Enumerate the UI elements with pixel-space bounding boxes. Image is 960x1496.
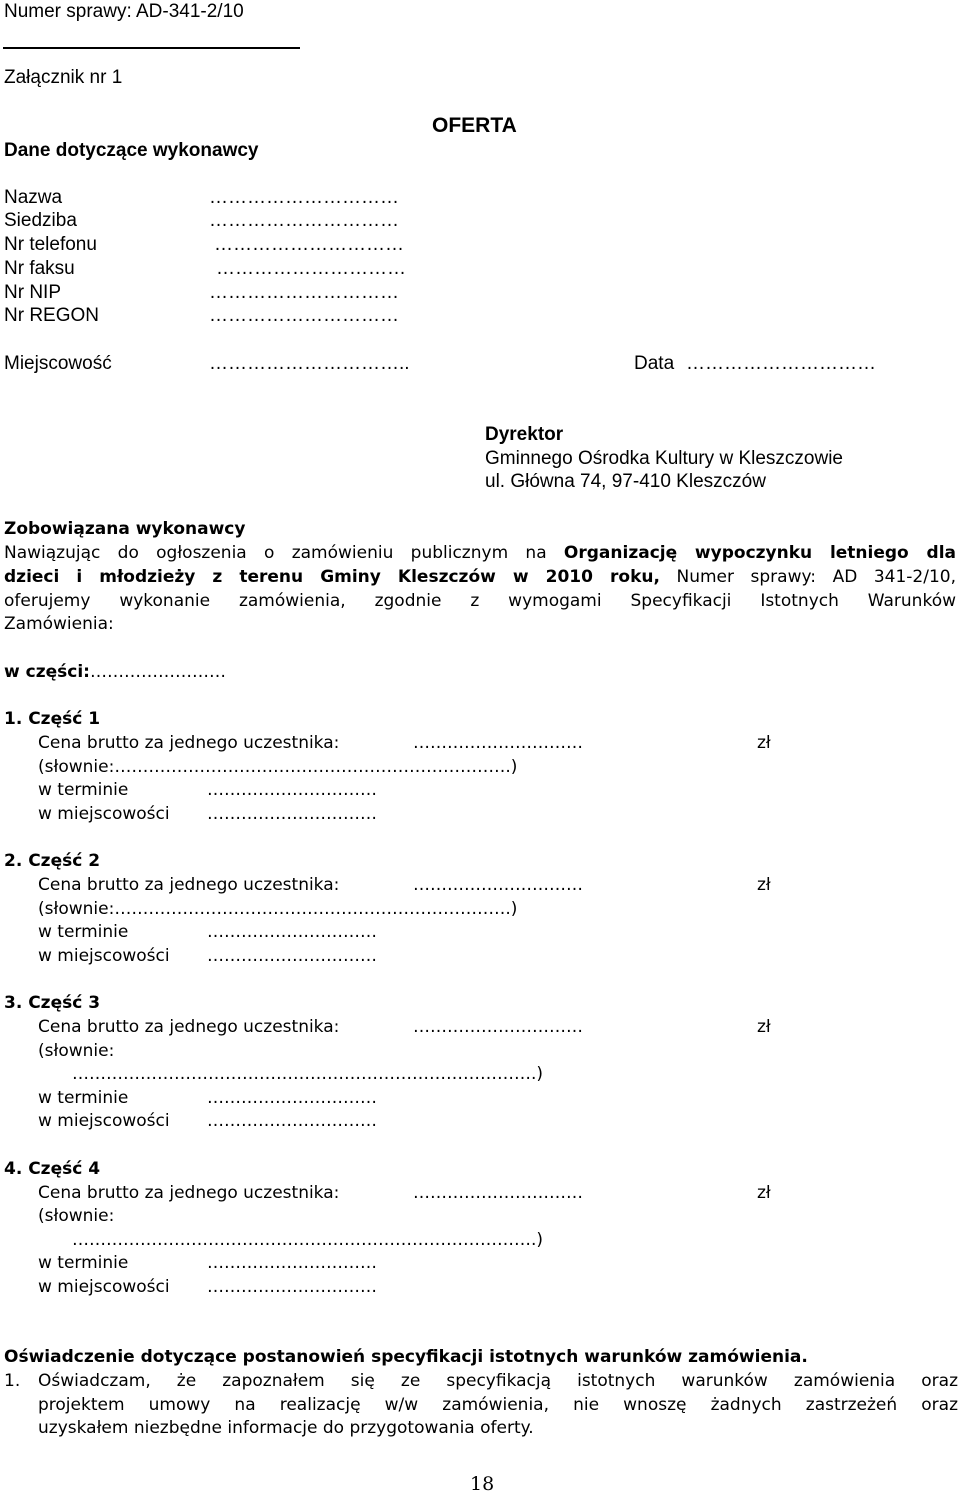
recipient-address: ul. Główna 74, 97-410 Kleszczów — [485, 471, 766, 492]
part-1-place-value: ………………………… — [207, 804, 377, 824]
field-value-nip: ………………………… — [209, 282, 399, 303]
field-value-name: ………………………… — [209, 187, 399, 208]
recipient-title: Dyrektor — [485, 424, 564, 445]
part-4-place-label: w miejscowości — [38, 1277, 170, 1297]
obligation-heading: Zobowiązana wykonawcy — [4, 519, 246, 539]
part-3-words-value: ……………………………………………………………………….) — [72, 1064, 544, 1084]
part-2-words-row: (słownie:…………………………………………………………….) — [38, 899, 518, 919]
field-value-seat: ………………………… — [209, 210, 399, 231]
part-1-price-value: ………………………… — [413, 733, 583, 753]
field-value-phone: ………………………… — [214, 234, 404, 255]
field-value-fax: ………………………… — [216, 258, 406, 279]
header-divider — [3, 47, 300, 49]
part-4-words-value: ……………………………………………………………………….) — [72, 1230, 544, 1250]
place-label: Miejscowość — [4, 353, 112, 374]
obligation-line-2: dzieci i młodzieży z terenu Gminy Kleszczów w 2010 roku, Numer sprawy: AD 341-2/10, — [4, 567, 956, 587]
part-3-currency: zł — [757, 1017, 771, 1037]
obligation-line-1: Nawiązując do ogłoszenia o zamówieniu publicznym na Organizację wypoczynku letniego dla — [4, 543, 957, 563]
part-1-words-row: (słownie:…………………………………………………………….) — [38, 757, 518, 777]
part-1-price-label: Cena brutto za jednego uczestnika: — [38, 733, 340, 753]
part-3-term-value: ………………………… — [207, 1088, 377, 1108]
part-1-term-label: w terminie — [38, 780, 129, 800]
attachment-label: Załącznik nr 1 — [4, 67, 123, 88]
part-4-place-value: ………………………… — [207, 1277, 377, 1297]
part-3-price-label: Cena brutto za jednego uczestnika: — [38, 1017, 340, 1037]
obligation-line-4: Zamówienia: — [4, 614, 114, 634]
case-number: Numer sprawy: AD-341-2/10 — [4, 1, 244, 22]
recipient-institution: Gminnego Ośrodka Kultury w Kleszczowie — [485, 448, 843, 469]
date-label: Data — [634, 353, 675, 374]
declaration-heading: Oświadczenie dotyczące postanowień specyfikacji istotnych warunków zamówienia. — [4, 1347, 808, 1367]
part-2-price-value: ………………………… — [413, 875, 583, 895]
page-number: 18 — [470, 1473, 495, 1495]
part-4-term-value: ………………………… — [207, 1253, 377, 1273]
part-4-heading: 4. Część 4 — [4, 1159, 101, 1179]
field-label-fax: Nr faksu — [4, 258, 75, 279]
field-label-nip: Nr NIP — [4, 282, 61, 303]
part-2-place-value: ………………………… — [207, 946, 377, 966]
in-part-row: w części:…………………… — [4, 662, 226, 682]
declaration-line-2: projektem umowy na realizację w/w zamówienia, nie wnoszę żadnych zastrzeżeń oraz — [38, 1395, 958, 1415]
declaration-line-1: Oświadczam, że zapoznałem się ze specyfikacją istotnych warunków zamówienia oraz — [38, 1371, 958, 1391]
part-2-term-value: ………………………… — [207, 922, 377, 942]
field-label-phone: Nr telefonu — [4, 234, 97, 255]
part-3-price-value: ………………………… — [413, 1017, 583, 1037]
part-4-term-label: w terminie — [38, 1253, 129, 1273]
part-1-heading: 1. Część 1 — [4, 709, 101, 729]
place-value: ………………………….. — [209, 353, 410, 374]
field-value-regon: ………………………… — [209, 305, 399, 326]
field-label-regon: Nr REGON — [4, 305, 99, 326]
declaration-line-3: uzyskałem niezbędne informacje do przygotowania oferty. — [38, 1418, 534, 1438]
offer-title: OFERTA — [432, 114, 517, 137]
part-4-price-value: ………………………… — [413, 1183, 583, 1203]
part-1-place-label: w miejscowości — [38, 804, 170, 824]
part-1-term-value: ………………………… — [207, 780, 377, 800]
field-label-seat: Siedziba — [4, 210, 77, 231]
part-4-currency: zł — [757, 1183, 771, 1203]
part-3-heading: 3. Część 3 — [4, 993, 101, 1013]
part-3-place-label: w miejscowości — [38, 1111, 170, 1131]
part-3-term-label: w terminie — [38, 1088, 129, 1108]
date-value: ………………………… — [686, 353, 876, 374]
contractor-data-heading: Dane dotyczące wykonawcy — [4, 140, 259, 161]
part-1-currency: zł — [757, 733, 771, 753]
part-2-price-label: Cena brutto za jednego uczestnika: — [38, 875, 340, 895]
part-2-currency: zł — [757, 875, 771, 895]
part-2-heading: 2. Część 2 — [4, 851, 101, 871]
obligation-line-3: oferujemy wykonanie zamówienia, zgodnie z wymogami Specyfikacji Istotnych Warunków — [4, 591, 956, 611]
part-2-term-label: w terminie — [38, 922, 129, 942]
part-2-place-label: w miejscowości — [38, 946, 170, 966]
field-label-name: Nazwa — [4, 187, 63, 208]
part-4-price-label: Cena brutto za jednego uczestnika: — [38, 1183, 340, 1203]
declaration-item-number: 1. — [4, 1371, 21, 1391]
part-3-place-value: ………………………… — [207, 1111, 377, 1131]
part-4-words-label: (słownie: — [38, 1206, 115, 1226]
part-3-words-label: (słownie: — [38, 1041, 115, 1061]
